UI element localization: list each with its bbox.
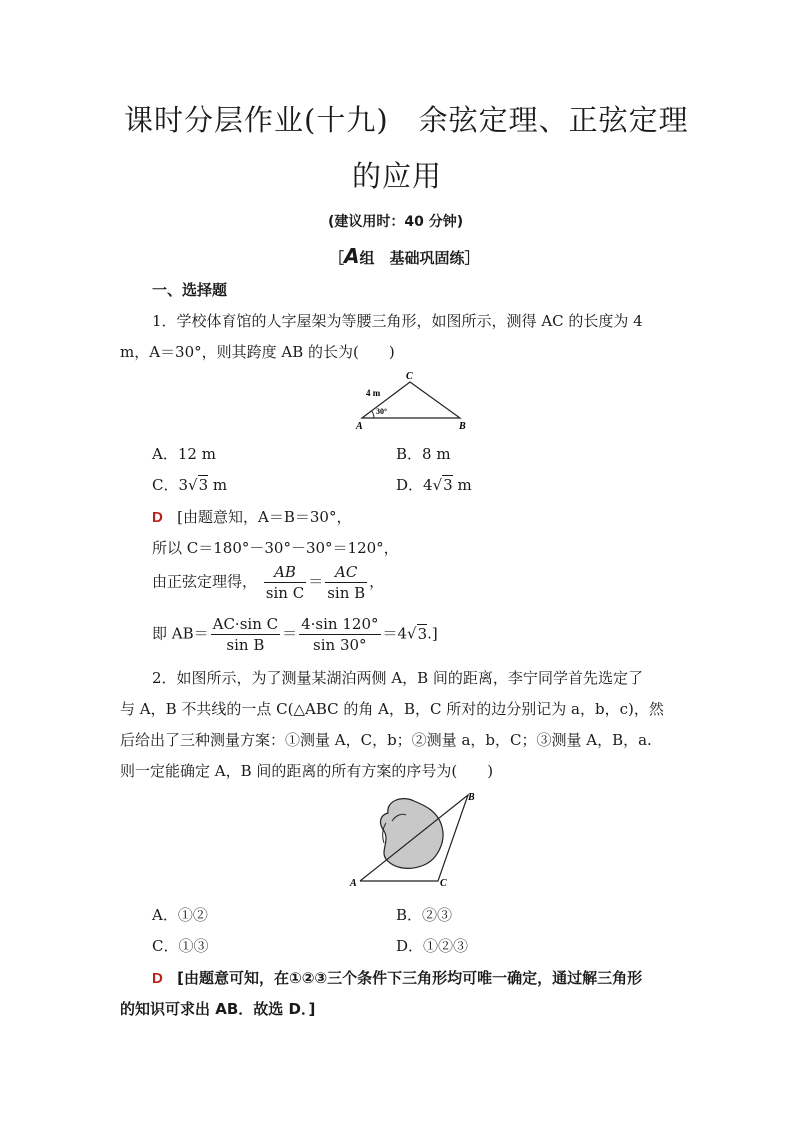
page-title-line2: 的应用 (352, 159, 443, 193)
sqrt-symbol: √ (407, 624, 417, 643)
fraction-ab-over-sinc: $\frac{AB}{\text{sin C}}$ (265, 563, 305, 602)
q2-solution-line1: D [由题意可知，在①②③三个条件下三角形均可唯一确定，通过解三角形 (152, 969, 643, 987)
q1-stem-line1: 1．学校体育馆的人字屋架为等腰三角形，如图所示，测得 AC 的长度为 4 (152, 312, 643, 330)
time-note: (建议用时：40 分钟) (328, 214, 464, 230)
page-title: 课时分层作业(十九) 余弦定理、正弦定理 (124, 103, 689, 137)
q1-angle-arc (372, 411, 374, 418)
q1-option-a: A．12 m (152, 445, 216, 463)
section-heading: 一、选择题 (152, 281, 228, 299)
sqrt-symbol: √ (432, 476, 443, 494)
fraction-acsinc-over-sinb: $\frac{\text{AC·sin C}}{\text{sin B}}$ (212, 615, 279, 654)
q2-option-d: D．①②③ (396, 937, 469, 955)
q1-label-b: B (459, 421, 466, 432)
group-bracket-open: ［ (329, 249, 345, 267)
q2-stem-line4: 则一定能确定 A，B 间的距离的所有方案的序号为( ) (120, 762, 494, 780)
q1-stem-line2: m，A＝30°，则其跨度 AB 的长为( ) (120, 343, 395, 361)
sqrt-symbol: √ (188, 476, 198, 494)
group-letter-badge: A (344, 244, 360, 268)
group-header (329, 244, 480, 268)
q2-stem-line2: 与 A，B 不共线的一点 C(△ABC 的角 A，B，C 所对的边分别记为 a，b，c)，然 (120, 700, 664, 718)
q1-label-angle: 30° (376, 407, 388, 416)
q1-triangle-figure (350, 370, 480, 432)
q2-label-b: B (468, 792, 475, 803)
q1-solution-line1: D [由题意知，A＝B＝30°， (152, 508, 352, 526)
fraction-ac-over-sinb: $\frac{AC}{\text{sin B}}$ (327, 563, 366, 602)
q2-answer: D (152, 970, 163, 987)
group-label: 组 基础巩固练 (359, 249, 465, 267)
q1-solution-line2: 所以 C＝180°－30°－30°＝120°， (152, 539, 399, 557)
q2-stem-line3: 后给出了三种测量方案：①测量 A，C，b；②测量 a，b，C；③测量 A，B，a. (120, 731, 652, 749)
q1-option-d: D．4√3 m (396, 476, 472, 494)
q1-answer: D (152, 509, 163, 526)
q1-solution-line3: 由正弦定理得， $\frac{AB}{\text{sin C}}$ ＝ $\frac{AC}{\text{sin B}}$ ， (152, 563, 385, 602)
group-bracket-close: ］ (464, 249, 480, 267)
q1-label-c: C (406, 371, 413, 382)
q2-lake-figure (340, 785, 490, 895)
q1-label-a: A (356, 421, 363, 432)
q2-label-c: C (440, 878, 447, 889)
q1-option-c: C．3√3 m (152, 476, 228, 494)
q2-solution-line2: 的知识可求出 AB．故选 D．] (120, 1000, 316, 1018)
q2-label-a: A (350, 878, 357, 889)
q2-option-c: C．①③ (152, 937, 209, 955)
q2-option-a: A．①② (152, 906, 208, 924)
q2-stem-line1: 2．如图所示，为了测量某湖泊两侧 A，B 间的距离，李宁同学首先选定了 (152, 669, 643, 687)
fraction-4sin120-over-sin30: $\frac{4\cdot\sin 120^\circ}{\sin 30^\circ}$ (301, 615, 379, 654)
q1-label-side: 4 m (366, 388, 381, 398)
q1-solution-line4: 即 AB＝ $\frac{\text{AC·sin C}}{\text{sin B}}$ ＝ $\frac{4\cdot\sin 120^\circ}{\sin 30^\circ}$ ＝4√3.] (152, 615, 438, 654)
q1-option-b: B．8 m (396, 445, 451, 463)
q2-option-b: B．②③ (396, 906, 453, 924)
